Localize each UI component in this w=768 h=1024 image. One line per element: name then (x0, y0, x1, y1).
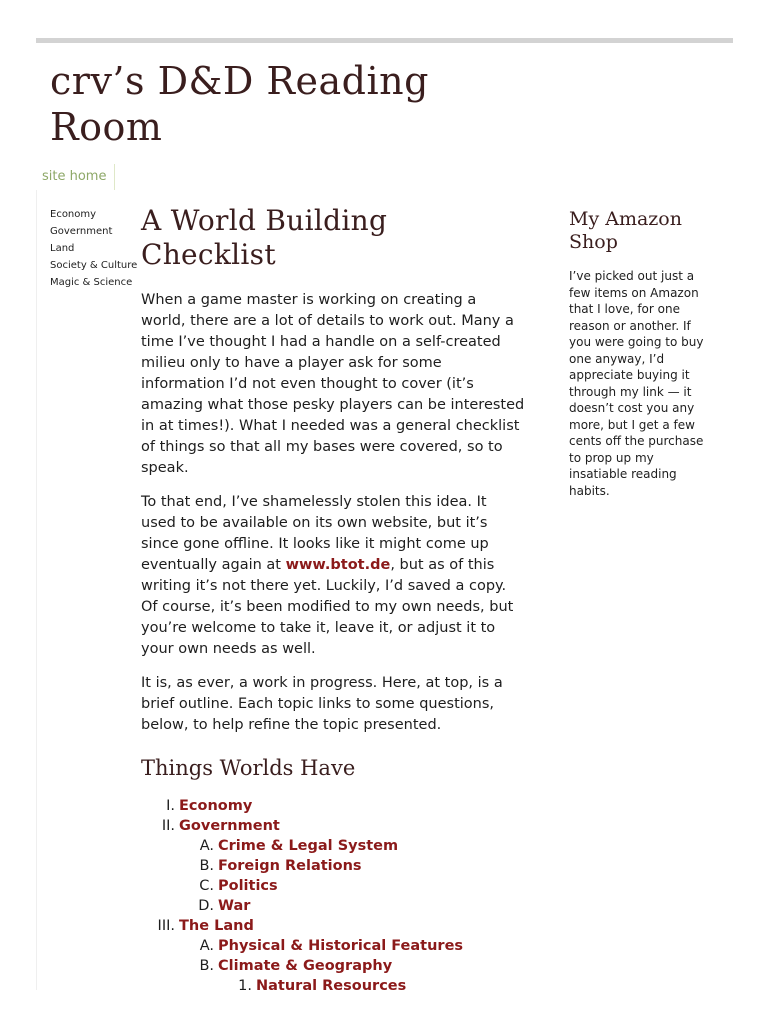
outline-link-natural-resources[interactable]: Natural Resources (256, 978, 407, 994)
outline-intro-paragraph: It is, as ever, a work in progress. Here, at top, is a brief outline. Each topic links to some questions, below, to help refine the topic presented. (141, 675, 503, 733)
source-text-after: , but as of this writing it’s not there yet. Luckily, I’d saved a copy. Of course, it’s been modified to my own needs, but you’re welcome to take it, leave it, or adjust it to your own needs as well. (141, 557, 514, 657)
topic-outline (141, 796, 525, 996)
outline-link-crime-legal[interactable]: Crime & Legal System (218, 838, 399, 854)
left-nav-item-society-culture[interactable]: Society & Culture (50, 260, 138, 271)
sidebar (569, 208, 705, 499)
outline-item (141, 836, 525, 856)
outline-marker: C. (199, 878, 214, 894)
left-divider (36, 190, 37, 990)
source-text-before: To that end, I’ve shamelessly stolen this idea. It used to be available on its own website, but it’s since gone offline. It looks like it might come up eventually again at (141, 494, 489, 573)
outline-link-government[interactable]: Government (179, 818, 280, 834)
outline-link-economy[interactable]: Economy (179, 798, 253, 814)
outline-marker: III. (157, 918, 175, 934)
left-nav-item-government[interactable]: Government (50, 226, 113, 237)
source-paragraph (141, 492, 525, 660)
outline-item (141, 976, 525, 996)
outline-item (141, 856, 525, 876)
sidebar-heading: My Amazon Shop (569, 208, 682, 253)
left-nav-item-magic-science[interactable]: Magic & Science (50, 277, 133, 288)
left-nav-item-economy[interactable]: Economy (50, 209, 97, 220)
outline-item (141, 876, 525, 896)
outline-marker: B. (199, 958, 214, 974)
outline-link-the-land[interactable]: The Land (179, 918, 254, 934)
outline-marker: I. (166, 798, 175, 814)
outline-marker: II. (161, 818, 175, 834)
outline-item (141, 916, 525, 936)
intro-paragraph: When a game master is working on creating a world, there are a lot of details to work out. Many a time I’ve thought I had a handle on a self-created milieu only to have a player ask for some information I’d not even thought to cover (it’s amazing what those pesky players can be interested in at times!). What I needed was a general checklist of things so that all my bases were covered, so to speak. (141, 292, 525, 476)
site-title[interactable]: crv’s D&D Reading Room (50, 59, 429, 149)
top-border (36, 38, 733, 43)
outline-item (141, 796, 525, 816)
section-title: Things Worlds Have (141, 756, 356, 780)
outline-link-politics[interactable]: Politics (218, 878, 278, 894)
outline-marker: B. (199, 858, 214, 874)
outline-link-climate-geography[interactable]: Climate & Geography (218, 958, 393, 974)
main-content (141, 204, 525, 996)
left-nav-item-land[interactable]: Land (50, 243, 75, 254)
post-title: A World Building Checklist (141, 204, 388, 271)
site-home-link[interactable]: site home (42, 164, 115, 190)
outline-link-war[interactable]: War (218, 898, 251, 914)
outline-item (141, 896, 525, 916)
outline-item (141, 956, 525, 976)
outline-marker: 1. (238, 978, 252, 994)
outline-marker: D. (198, 898, 214, 914)
outline-item (141, 816, 525, 836)
site-nav (36, 164, 115, 190)
outline-link-foreign-relations[interactable]: Foreign Relations (218, 858, 362, 874)
outline-marker: A. (199, 838, 214, 854)
outline-item (141, 936, 525, 956)
outline-link-physical-historical[interactable]: Physical & Historical Features (218, 938, 464, 954)
sidebar-text: I’ve picked out just a few items on Amazon that I love, for one reason or another. If you were going to buy one anyway, I’d appreciate buying it through my link — it doesn’t cost you any more, but I get a few cents off the purchase to prop up my insatiable reading habits. (569, 269, 704, 498)
left-nav (50, 206, 142, 291)
outline-marker: A. (199, 938, 214, 954)
btot-link[interactable]: www.btot.de (285, 557, 391, 573)
